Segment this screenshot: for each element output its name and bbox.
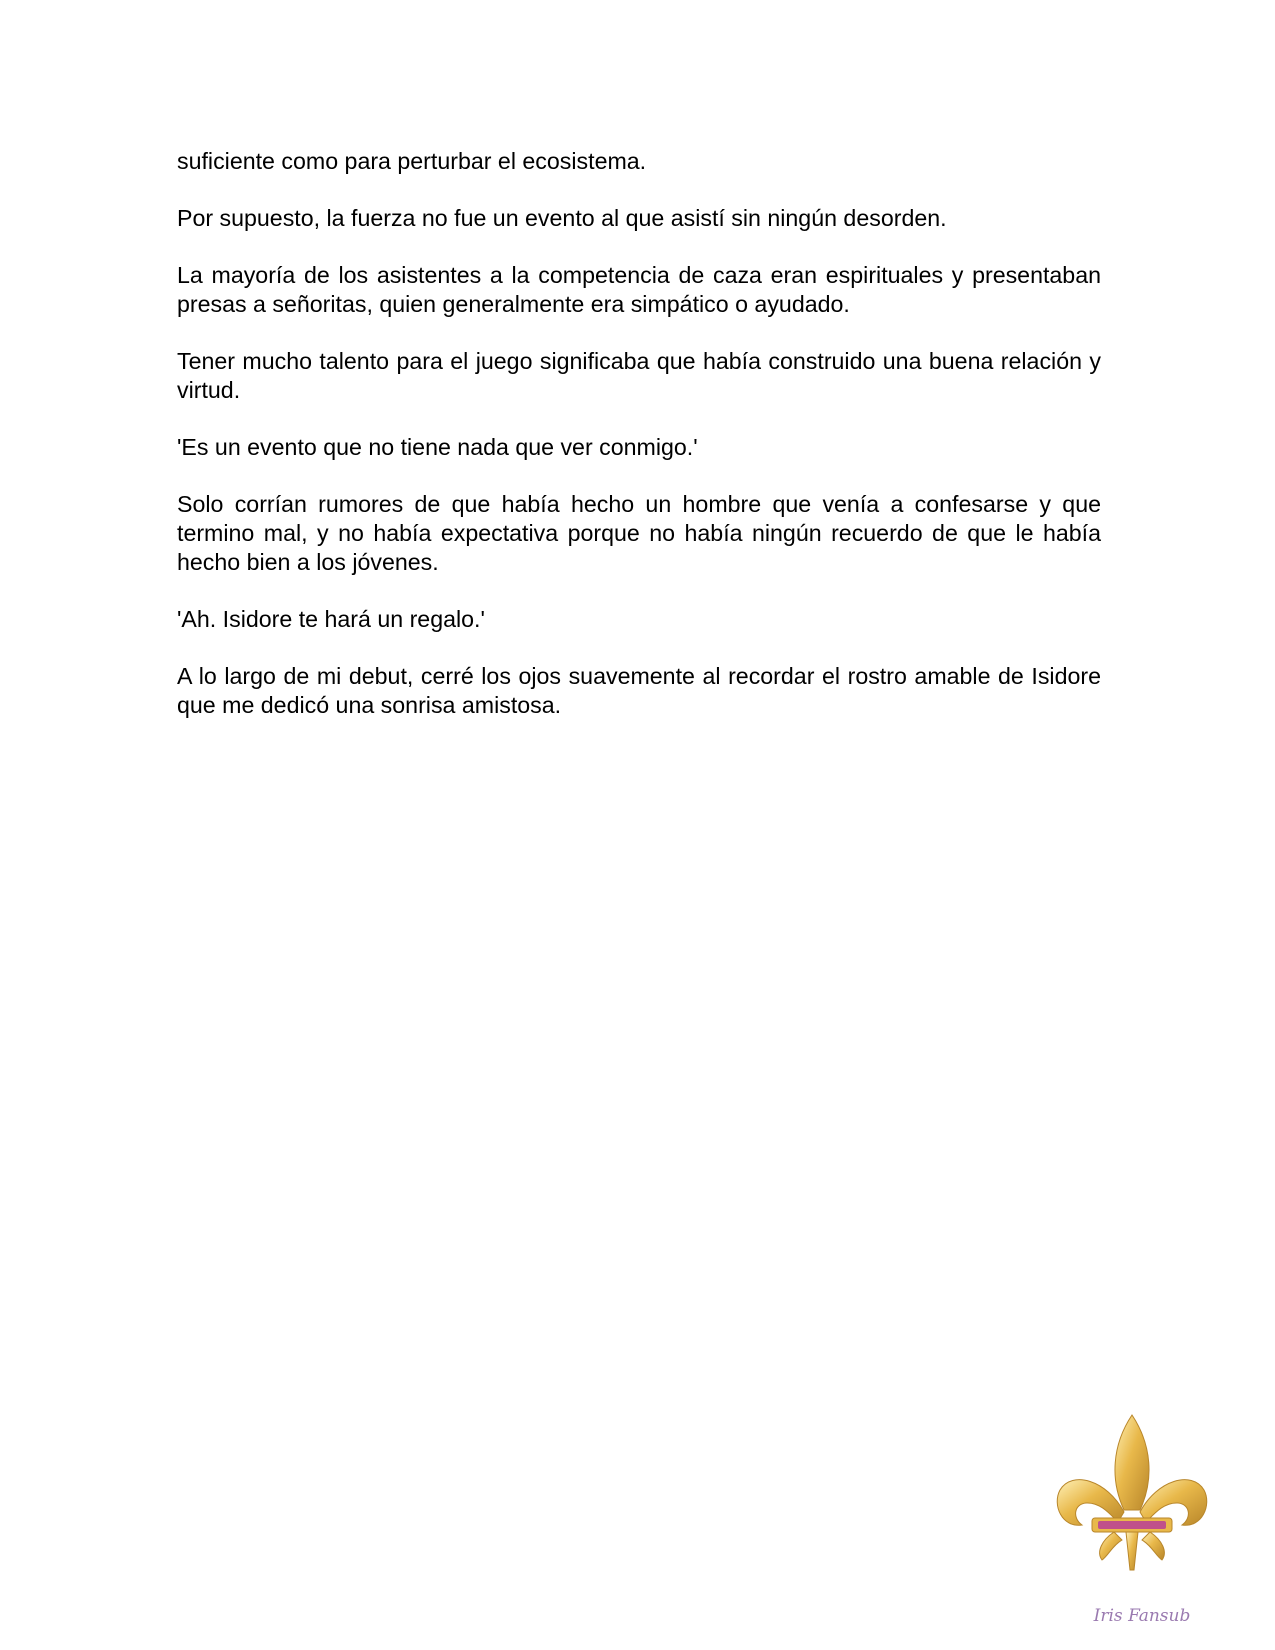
fansub-logo	[1052, 1410, 1212, 1630]
logo-caption: Iris Fansub	[1093, 1606, 1191, 1626]
paragraph: Tener mucho talento para el juego significaba que había construido una buena relación y virtud.	[177, 348, 1101, 403]
fleur-de-lis-icon	[1052, 1410, 1212, 1630]
paragraph: suficiente como para perturbar el ecosistema.	[177, 148, 647, 174]
body-text	[177, 147, 1101, 748]
paragraph: Solo corrían rumores de que había hecho un hombre que venía a confesarse y que termino mal, y no había expectativa porque no había ningún recuerdo de que le había hecho bien a los jóvenes.	[177, 491, 1101, 575]
paragraph: A lo largo de mi debut, cerré los ojos suavemente al recordar el rostro amable de Isidore que me dedicó una sonrisa amistosa.	[177, 663, 1101, 718]
paragraph: 'Es un evento que no tiene nada que ver conmigo.'	[177, 434, 698, 460]
paragraph: La mayoría de los asistentes a la competencia de caza eran espirituales y presentaban presas a señoritas, quien generalmente era simpático o ayudado.	[177, 262, 1101, 317]
paragraph: 'Ah. Isidore te hará un regalo.'	[177, 606, 485, 632]
paragraph: Por supuesto, la fuerza no fue un evento al que asistí sin ningún desorden.	[177, 205, 947, 231]
